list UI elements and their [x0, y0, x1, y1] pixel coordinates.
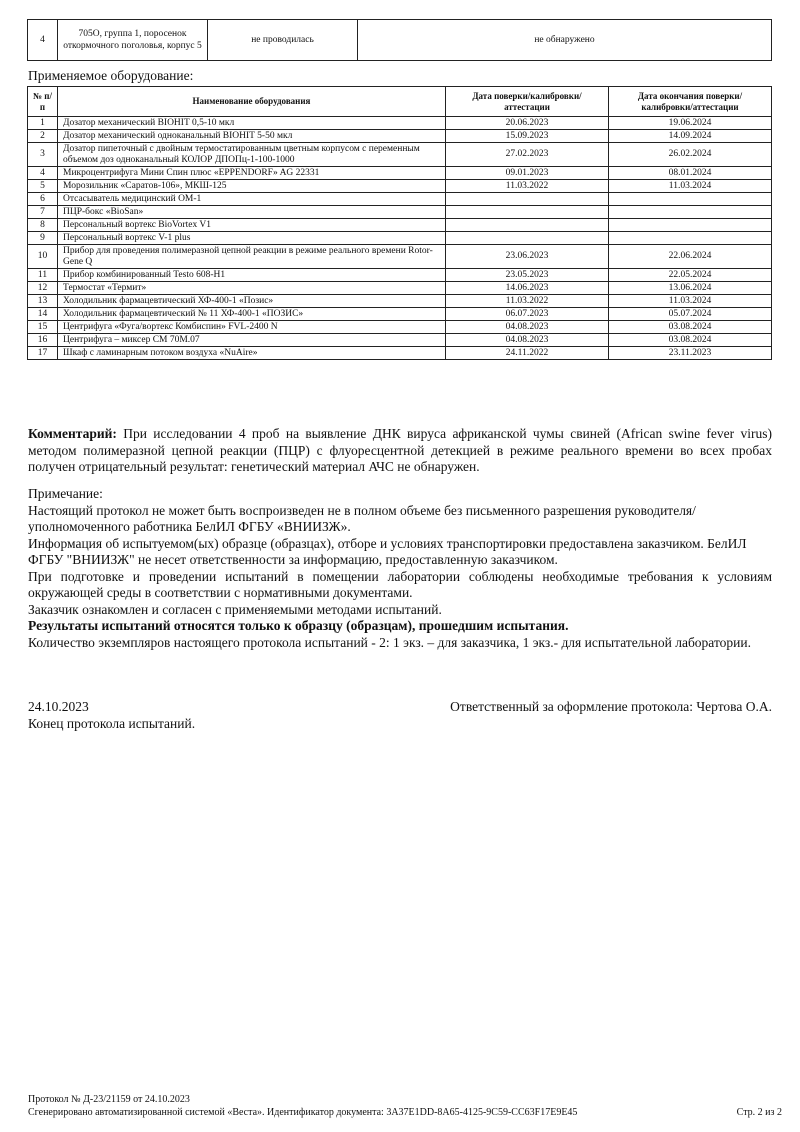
equipment-number: 15: [28, 321, 58, 334]
equipment-name: ПЦР-бокс «BioSan»: [58, 206, 446, 219]
header-name: Наименование оборудования: [58, 87, 446, 117]
equipment-name: Центрифуга – миксер СМ 70М.07: [58, 334, 446, 347]
calibration-end-date: 14.09.2024: [609, 130, 772, 143]
equipment-name: Холодильник фармацевтический ХФ-400-1 «Позис»: [58, 295, 446, 308]
footer-page-number: Стр. 2 из 2: [736, 1107, 782, 1118]
header-date-end: Дата окончания поверки/калибровки/аттестации: [609, 87, 772, 117]
table-row: [28, 245, 772, 269]
table-row: [28, 308, 772, 321]
calibration-end-date: 11.03.2024: [609, 180, 772, 193]
equipment-name: Морозильник «Саратов-106», МКШ-125: [58, 180, 446, 193]
calibration-end-date: [609, 219, 772, 232]
equipment-number: 9: [28, 232, 58, 245]
results-table: [27, 19, 772, 61]
table-row: [28, 282, 772, 295]
calibration-end-date: 03.08.2024: [609, 321, 772, 334]
table-row: [28, 20, 772, 61]
table-row: [28, 167, 772, 180]
calibration-date: 06.07.2023: [446, 308, 609, 321]
comment-text: При исследовании 4 проб на выявление ДНК вируса африканской чумы свиней (African swine fever virus) методом полимеразной цепной реакции (ПЦР) с флуоресцентной детекцией в режиме реального времени во всех пробах получен отрицательный результат: генетический материал АЧС не обнаружен.: [28, 426, 772, 474]
equipment-table-body: [28, 117, 772, 360]
calibration-end-date: 26.02.2024: [609, 143, 772, 167]
note-line: Количество экземпляров настоящего протокола испытаний - 2: 1 экз. – для заказчика, 1 экз.- для испытательной лаборатории.: [28, 634, 751, 650]
equipment-name: Прибор для проведения полимеразной цепной реакции в режиме реального времени Rotor-Gene Q: [58, 245, 446, 269]
table-header-row: [28, 87, 772, 117]
table-row: [28, 321, 772, 334]
table-row: [28, 180, 772, 193]
comment-block: [28, 426, 772, 476]
note-line: Информация об испытуемом(ых) образце (образцах), отборе и условиях транспортировки предоставлена заказчиком. БелИЛ ФГБУ "ВНИИЗЖ" не несет ответственности за информацию, предоставленную заказчиком.: [28, 535, 747, 567]
table-row: [28, 206, 772, 219]
footer-protocol-number: Протокол № Д-23/21159 от 24.10.2023: [28, 1094, 190, 1105]
calibration-end-date: 22.06.2024: [609, 245, 772, 269]
calibration-end-date: 03.08.2024: [609, 334, 772, 347]
calibration-date: 20.06.2023: [446, 117, 609, 130]
equipment-number: 11: [28, 269, 58, 282]
note-line: Настоящий протокол не может быть воспроизведен не в полном объеме без письменного разрешения руководителя/уполномоченного работника БелИЛ ФГБУ «ВНИИЗЖ».: [28, 502, 696, 534]
calibration-date: 14.06.2023: [446, 282, 609, 295]
notes-block: [28, 486, 772, 651]
equipment-number: 1: [28, 117, 58, 130]
calibration-end-date: 23.11.2023: [609, 347, 772, 360]
equipment-number: 4: [28, 167, 58, 180]
table-row: [28, 193, 772, 206]
calibration-end-date: 22.05.2024: [609, 269, 772, 282]
equipment-name: Дозатор механический BIOHIT 0,5-10 мкл: [58, 117, 446, 130]
table-row: [28, 117, 772, 130]
equipment-name: Персональный вортекс BioVortex V1: [58, 219, 446, 232]
equipment-name: Персональный вортекс V-1 plus: [58, 232, 446, 245]
header-num: № п/п: [28, 87, 58, 117]
calibration-date: 15.09.2023: [446, 130, 609, 143]
sample-description: 705О, группа 1, поросенок откормочного поголовья, корпус 5: [58, 20, 208, 61]
equipment-number: 13: [28, 295, 58, 308]
equipment-name: Термостат «Термит»: [58, 282, 446, 295]
note-line: Заказчик ознакомлен и согласен с применяемыми методами испытаний.: [28, 601, 442, 617]
equipment-table: [27, 86, 772, 360]
table-row: [28, 269, 772, 282]
notes-title: Примечание:: [28, 486, 103, 501]
calibration-end-date: [609, 232, 772, 245]
equipment-number: 12: [28, 282, 58, 295]
signature-date: 24.10.2023: [28, 699, 89, 714]
equipment-number: 17: [28, 347, 58, 360]
equipment-number: 14: [28, 308, 58, 321]
calibration-date: 09.01.2023: [446, 167, 609, 180]
equipment-name: Дозатор пипеточный с двойным термостатированным цветным корпусом с переменным объемом доз одноканальный КОЛОР ДПОПц-1-100-1000: [58, 143, 446, 167]
equipment-name: Дозатор механический одноканальный BIOHIT 5-50 мкл: [58, 130, 446, 143]
equipment-name: Микроцентрифуга Мини Спин плюс «EPPENDORF» AG 22331: [58, 167, 446, 180]
test-result: не обнаружено: [358, 20, 772, 61]
calibration-end-date: [609, 206, 772, 219]
calibration-date: [446, 206, 609, 219]
note-line: При подготовке и проведении испытаний в помещении лаборатории соблюдены необходимые требования к условиям окружающей среды в соответствии с нормативными документами.: [28, 568, 772, 600]
equipment-number: 8: [28, 219, 58, 232]
protocol-end: Конец протокола испытаний.: [28, 716, 196, 731]
calibration-date: 11.03.2022: [446, 180, 609, 193]
table-row: [28, 232, 772, 245]
footer-row: [28, 1106, 782, 1119]
calibration-date: 23.06.2023: [446, 245, 609, 269]
equipment-name: Центрифуга «Фуга/вортекс Комбиспин» FVL-2400 N: [58, 321, 446, 334]
calibration-date: 24.11.2022: [446, 347, 609, 360]
footer-generated: Сгенерировано автоматизированной системой «Веста». Идентификатор документа: 3A37E1DD-8A65-4125-9C59-CC63F17E9E45: [28, 1107, 578, 1118]
table-row: [28, 219, 772, 232]
table-row: [28, 143, 772, 167]
equipment-number: 2: [28, 130, 58, 143]
note-line-bold: Результаты испытаний относятся только к образцу (образцам), прошедшим испытания.: [28, 618, 569, 633]
equipment-name: Шкаф с ламинарным потоком воздуха «NuAire»: [58, 347, 446, 360]
calibration-date: [446, 193, 609, 206]
calibration-date: [446, 219, 609, 232]
calibration-date: 23.05.2023: [446, 269, 609, 282]
table-row: [28, 130, 772, 143]
equipment-number: 3: [28, 143, 58, 167]
test-status: не проводилась: [208, 20, 358, 61]
equipment-number: 5: [28, 180, 58, 193]
row-number: 4: [28, 20, 58, 61]
calibration-end-date: 13.06.2024: [609, 282, 772, 295]
equipment-title: Применяемое оборудование:: [28, 68, 194, 83]
calibration-date: 04.08.2023: [446, 334, 609, 347]
calibration-end-date: 11.03.2024: [609, 295, 772, 308]
equipment-number: 7: [28, 206, 58, 219]
calibration-end-date: 05.07.2024: [609, 308, 772, 321]
calibration-date: 04.08.2023: [446, 321, 609, 334]
equipment-number: 10: [28, 245, 58, 269]
calibration-date: 27.02.2023: [446, 143, 609, 167]
page-footer: [28, 1093, 782, 1119]
table-row: [28, 347, 772, 360]
equipment-number: 16: [28, 334, 58, 347]
table-row: [28, 334, 772, 347]
signature-responsible: Ответственный за оформление протокола: Чертова О.А.: [450, 699, 772, 714]
calibration-end-date: 08.01.2024: [609, 167, 772, 180]
comment-label: Комментарий:: [28, 426, 117, 441]
equipment-name: Прибор комбинированный Testo 608-H1: [58, 269, 446, 282]
calibration-date: 11.03.2022: [446, 295, 609, 308]
table-row: [28, 295, 772, 308]
calibration-end-date: 19.06.2024: [609, 117, 772, 130]
equipment-name: Холодильник фармацевтический № 11 ХФ-400-1 «ПОЗИС»: [58, 308, 446, 321]
equipment-number: 6: [28, 193, 58, 206]
header-date-start: Дата поверки/калибровки/аттестации: [446, 87, 609, 117]
calibration-date: [446, 232, 609, 245]
calibration-end-date: [609, 193, 772, 206]
equipment-name: Отсасыватель медицинский ОМ-1: [58, 193, 446, 206]
